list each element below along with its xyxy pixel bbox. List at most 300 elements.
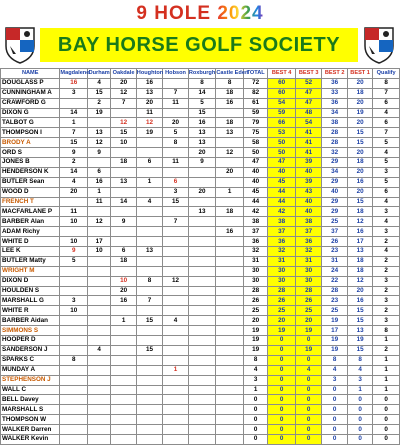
score-cell <box>216 365 244 375</box>
score-cell <box>163 108 188 118</box>
score-cell <box>188 256 216 266</box>
score-cell: 12 <box>111 88 136 98</box>
score-cell: 3 <box>373 296 400 306</box>
score-cell: 0 <box>268 375 296 385</box>
score-cell <box>136 138 163 148</box>
player-name: TALBOT G <box>1 118 60 128</box>
score-cell: 41 <box>295 128 322 138</box>
score-cell: 0 <box>295 395 322 405</box>
score-cell: 28 <box>268 286 296 296</box>
score-cell: 3 <box>373 316 400 326</box>
score-cell: 0 <box>322 415 347 425</box>
score-cell: 4 <box>88 78 111 88</box>
table-row <box>1 365 400 375</box>
score-cell: 4 <box>163 316 188 326</box>
player-name: WHITE D <box>1 237 60 247</box>
score-cell <box>188 345 216 355</box>
score-cell <box>163 286 188 296</box>
score-cell: 25 <box>268 306 296 316</box>
score-cell <box>188 217 216 227</box>
player-name: THOMPSON I <box>1 128 60 138</box>
score-cell: 0 <box>373 434 400 444</box>
score-cell: 9 <box>88 148 111 158</box>
score-cell <box>216 434 244 444</box>
score-cell <box>88 286 111 296</box>
score-cell: 20 <box>347 98 372 108</box>
page-header <box>0 0 400 68</box>
player-name: LEE K <box>1 247 60 257</box>
score-cell: 18 <box>347 256 372 266</box>
score-cell <box>60 345 88 355</box>
table-row <box>1 138 400 148</box>
score-cell <box>216 405 244 415</box>
score-cell <box>88 158 111 168</box>
score-cell: 43 <box>295 187 322 197</box>
score-cell <box>60 286 88 296</box>
score-cell: 0 <box>243 395 267 405</box>
score-cell: 7 <box>373 88 400 98</box>
score-cell <box>188 227 216 237</box>
score-cell: 7 <box>163 88 188 98</box>
score-cell <box>111 375 136 385</box>
score-cell: 18 <box>347 207 372 217</box>
score-cell <box>188 276 216 286</box>
score-cell: 30 <box>295 276 322 286</box>
score-cell: 42 <box>243 207 267 217</box>
score-cell: 17 <box>322 326 347 336</box>
player-name: WOOD D <box>1 187 60 197</box>
score-cell: 0 <box>268 345 296 355</box>
player-name: WRIGHT M <box>1 266 60 276</box>
score-cell: 1 <box>243 385 267 395</box>
score-cell: 10 <box>111 138 136 148</box>
score-cell <box>163 78 188 88</box>
score-cell: 7 <box>111 98 136 108</box>
score-cell <box>111 207 136 217</box>
score-cell: 12 <box>216 148 244 158</box>
score-cell: 2 <box>88 98 111 108</box>
score-cell: 59 <box>243 108 267 118</box>
score-cell: 18 <box>347 158 372 168</box>
score-cell: 40 <box>243 167 267 177</box>
score-cell: 2 <box>373 306 400 316</box>
score-cell <box>136 266 163 276</box>
table-row <box>1 405 400 415</box>
score-cell: 26 <box>243 296 267 306</box>
score-cell <box>136 148 163 158</box>
score-cell <box>216 296 244 306</box>
score-cell: 11 <box>163 98 188 108</box>
score-cell: 75 <box>243 128 267 138</box>
score-cell: 4 <box>295 365 322 375</box>
score-cell <box>136 355 163 365</box>
score-cell <box>163 345 188 355</box>
score-cell <box>111 266 136 276</box>
column-header: Qualify <box>373 69 400 79</box>
score-cell <box>136 405 163 415</box>
score-cell <box>163 405 188 415</box>
column-header: NAME <box>1 69 60 79</box>
score-cell: 29 <box>322 158 347 168</box>
score-cell: 19 <box>243 326 267 336</box>
score-cell: 8 <box>188 78 216 88</box>
table-row <box>1 286 400 296</box>
score-cell <box>111 395 136 405</box>
score-cell: 4 <box>373 247 400 257</box>
score-cell <box>136 207 163 217</box>
table-header-row <box>1 69 400 79</box>
score-cell: 30 <box>295 266 322 276</box>
score-cell: 4 <box>373 108 400 118</box>
score-cell <box>188 316 216 326</box>
score-cell: 16 <box>88 177 111 187</box>
score-cell: 15 <box>60 138 88 148</box>
score-cell: 28 <box>322 286 347 296</box>
score-cell: 50 <box>268 138 296 148</box>
score-cell: 3 <box>373 276 400 286</box>
score-cell: 14 <box>60 108 88 118</box>
score-cell <box>188 336 216 346</box>
score-cell: 5 <box>373 158 400 168</box>
score-cell: 37 <box>268 227 296 237</box>
score-cell: 12 <box>111 118 136 128</box>
table-row <box>1 187 400 197</box>
score-cell: 20 <box>347 286 372 296</box>
score-cell <box>216 395 244 405</box>
score-cell: 19 <box>322 336 347 346</box>
score-cell: 38 <box>295 217 322 227</box>
score-cell <box>88 355 111 365</box>
score-cell: 39 <box>295 158 322 168</box>
score-cell: 3 <box>60 296 88 306</box>
score-cell <box>188 434 216 444</box>
score-cell: 39 <box>295 177 322 187</box>
score-cell: 44 <box>268 197 296 207</box>
score-cell: 20 <box>111 78 136 88</box>
score-cell <box>216 425 244 435</box>
score-cell: 15 <box>347 316 372 326</box>
score-cell: 0 <box>243 425 267 435</box>
score-cell <box>60 336 88 346</box>
score-cell: 16 <box>216 98 244 108</box>
score-cell: 38 <box>268 217 296 227</box>
score-cell <box>163 385 188 395</box>
score-cell <box>111 405 136 415</box>
score-cell: 4 <box>322 365 347 375</box>
table-row <box>1 385 400 395</box>
score-cell <box>60 375 88 385</box>
score-cell: 20 <box>243 316 267 326</box>
score-cell <box>60 227 88 237</box>
score-cell <box>216 276 244 286</box>
score-cell <box>136 415 163 425</box>
score-cell <box>216 316 244 326</box>
score-cell <box>188 197 216 207</box>
score-cell <box>216 217 244 227</box>
score-cell <box>216 266 244 276</box>
title-year: 2024 <box>217 3 264 24</box>
score-cell: 6 <box>88 167 111 177</box>
score-cell <box>60 197 88 207</box>
table-row <box>1 375 400 385</box>
score-cell: 0 <box>295 434 322 444</box>
score-cell: 26 <box>268 296 296 306</box>
score-cell: 0 <box>347 415 372 425</box>
score-cell <box>216 355 244 365</box>
score-cell <box>60 98 88 108</box>
score-cell <box>60 415 88 425</box>
score-cell: 2 <box>373 345 400 355</box>
score-cell: 2 <box>373 237 400 247</box>
score-cell: 59 <box>268 108 296 118</box>
club-crest-icon <box>3 24 37 64</box>
player-name: BUTLER Sean <box>1 177 60 187</box>
table-row <box>1 177 400 187</box>
score-cell: 0 <box>295 405 322 415</box>
score-cell: 2 <box>373 266 400 276</box>
score-cell: 20 <box>347 148 372 158</box>
score-cell: 31 <box>295 256 322 266</box>
score-cell: 0 <box>347 405 372 415</box>
score-cell: 20 <box>188 148 216 158</box>
score-cell: 45 <box>243 187 267 197</box>
table-row <box>1 415 400 425</box>
score-cell: 34 <box>322 167 347 177</box>
score-cell <box>88 227 111 237</box>
score-cell: 28 <box>322 128 347 138</box>
score-cell <box>188 247 216 257</box>
score-cell: 45 <box>268 177 296 187</box>
score-cell <box>111 336 136 346</box>
score-cell: 19 <box>243 345 267 355</box>
player-name: BUTLER Matty <box>1 256 60 266</box>
score-cell <box>88 276 111 286</box>
score-cell: 0 <box>268 395 296 405</box>
score-cell <box>136 375 163 385</box>
score-cell: 18 <box>216 207 244 217</box>
score-cell <box>216 197 244 207</box>
player-name: SIMMONS S <box>1 326 60 336</box>
player-name: CRAWFORD G <box>1 98 60 108</box>
score-cell <box>163 256 188 266</box>
score-cell: 7 <box>136 296 163 306</box>
score-cell <box>88 266 111 276</box>
score-cell <box>163 434 188 444</box>
score-cell: 28 <box>243 286 267 296</box>
score-cell <box>163 247 188 257</box>
score-cell: 30 <box>268 276 296 286</box>
score-cell <box>163 237 188 247</box>
table-row <box>1 326 400 336</box>
column-header: Durham <box>88 70 110 77</box>
player-name: MARSHALL S <box>1 405 60 415</box>
score-cell <box>111 148 136 158</box>
score-cell: 28 <box>295 286 322 296</box>
player-name: MARSHALL G <box>1 296 60 306</box>
score-cell: 8 <box>60 355 88 365</box>
score-cell <box>88 405 111 415</box>
score-cell: 25 <box>322 217 347 227</box>
score-cell: 15 <box>163 197 188 207</box>
score-cell: 23 <box>322 296 347 306</box>
score-cell <box>216 138 244 148</box>
column-header: Roxburgh <box>188 70 216 77</box>
score-cell: 1 <box>136 177 163 187</box>
score-cell: 4 <box>347 365 372 375</box>
player-name: DOUGLASS P <box>1 78 60 88</box>
score-cell: 4 <box>60 177 88 187</box>
score-cell: 4 <box>243 365 267 375</box>
score-cell: 13 <box>136 247 163 257</box>
score-cell <box>88 296 111 306</box>
score-cell: 25 <box>295 306 322 316</box>
score-cell: 30 <box>243 266 267 276</box>
score-cell: 3 <box>373 207 400 217</box>
player-name: DIXON G <box>1 108 60 118</box>
score-cell: 11 <box>163 158 188 168</box>
score-cell <box>163 425 188 435</box>
score-cell: 0 <box>295 415 322 425</box>
score-cell: 7 <box>60 128 88 138</box>
score-cell: 41 <box>295 148 322 158</box>
score-cell: 12 <box>347 276 372 286</box>
player-name: BARBER Alan <box>1 217 60 227</box>
score-cell <box>60 266 88 276</box>
score-cell: 0 <box>268 365 296 375</box>
score-cell <box>188 365 216 375</box>
score-cell <box>111 306 136 316</box>
table-row <box>1 256 400 266</box>
score-cell: 1 <box>216 187 244 197</box>
score-cell <box>111 385 136 395</box>
score-cell: 11 <box>136 108 163 118</box>
table-row <box>1 158 400 168</box>
score-cell: 19 <box>295 326 322 336</box>
score-cell: 15 <box>347 128 372 138</box>
score-cell: 4 <box>136 197 163 207</box>
score-cell <box>188 286 216 296</box>
score-cell: 12 <box>163 276 188 286</box>
score-cell: 14 <box>111 197 136 207</box>
score-cell <box>88 306 111 316</box>
player-name: THOMPSON W <box>1 415 60 425</box>
score-cell: 15 <box>347 345 372 355</box>
player-name: WALKER Darren <box>1 425 60 435</box>
score-cell: 5 <box>60 256 88 266</box>
score-cell <box>216 375 244 385</box>
score-cell <box>163 326 188 336</box>
score-cell: 0 <box>322 395 347 405</box>
score-cell <box>216 177 244 187</box>
score-cell: 79 <box>243 118 267 128</box>
score-cell <box>136 256 163 266</box>
table-row <box>1 296 400 306</box>
score-cell: 18 <box>216 118 244 128</box>
score-cell: 19 <box>295 345 322 355</box>
score-cell <box>136 365 163 375</box>
score-cell: 13 <box>216 128 244 138</box>
score-cell: 18 <box>347 88 372 98</box>
player-name: FRENCH T <box>1 197 60 207</box>
score-cell: 0 <box>243 434 267 444</box>
score-cell <box>188 395 216 405</box>
score-cell: 0 <box>373 425 400 435</box>
score-cell: 5 <box>163 128 188 138</box>
score-cell <box>88 365 111 375</box>
score-cell: 32 <box>268 247 296 257</box>
score-cell <box>60 316 88 326</box>
score-cell: 20 <box>347 187 372 197</box>
score-cell <box>216 286 244 296</box>
table-body <box>1 78 400 444</box>
score-cell: 31 <box>322 256 347 266</box>
score-cell: 0 <box>268 434 296 444</box>
score-cell: 25 <box>243 306 267 316</box>
score-cell <box>88 395 111 405</box>
score-cell: 13 <box>188 138 216 148</box>
score-cell <box>60 326 88 336</box>
player-name: HENDERSON K <box>1 167 60 177</box>
table-row <box>1 237 400 247</box>
score-cell: 28 <box>322 138 347 148</box>
score-cell: 33 <box>322 88 347 98</box>
table-row <box>1 336 400 346</box>
score-cell: 5 <box>373 138 400 148</box>
score-cell: 31 <box>243 256 267 266</box>
score-cell <box>88 434 111 444</box>
score-cell: 26 <box>295 296 322 306</box>
player-name: STEPHENSON J <box>1 375 60 385</box>
score-cell <box>216 415 244 425</box>
score-cell: 16 <box>216 227 244 237</box>
score-cell: 0 <box>295 425 322 435</box>
score-cell: 42 <box>268 207 296 217</box>
player-name: SANDERSON J <box>1 345 60 355</box>
score-cell: 8 <box>136 276 163 286</box>
score-cell: 15 <box>347 138 372 148</box>
score-cell: 19 <box>268 326 296 336</box>
column-header: BEST 3 <box>295 69 322 79</box>
score-cell: 3 <box>322 375 347 385</box>
score-cell: 13 <box>188 128 216 138</box>
table-row <box>1 276 400 286</box>
score-cell <box>136 306 163 316</box>
score-cell: 0 <box>295 336 322 346</box>
score-cell: 15 <box>188 108 216 118</box>
score-cell: 0 <box>295 355 322 365</box>
score-cell: 13 <box>347 247 372 257</box>
score-cell: 37 <box>243 227 267 237</box>
score-cell: 53 <box>268 128 296 138</box>
score-cell: 18 <box>216 88 244 98</box>
score-cell: 1 <box>347 385 372 395</box>
score-cell: 40 <box>295 207 322 217</box>
score-cell <box>111 326 136 336</box>
score-cell: 16 <box>347 177 372 187</box>
score-cell: 20 <box>188 187 216 197</box>
score-cell <box>188 375 216 385</box>
score-cell: 6 <box>136 158 163 168</box>
table-row <box>1 355 400 365</box>
score-cell: 12 <box>88 217 111 227</box>
table-row <box>1 247 400 257</box>
score-cell <box>163 415 188 425</box>
score-cell: 10 <box>111 276 136 286</box>
score-cell: 0 <box>295 375 322 385</box>
score-cell: 40 <box>295 167 322 177</box>
score-cell: 0 <box>322 434 347 444</box>
score-cell: 0 <box>243 415 267 425</box>
